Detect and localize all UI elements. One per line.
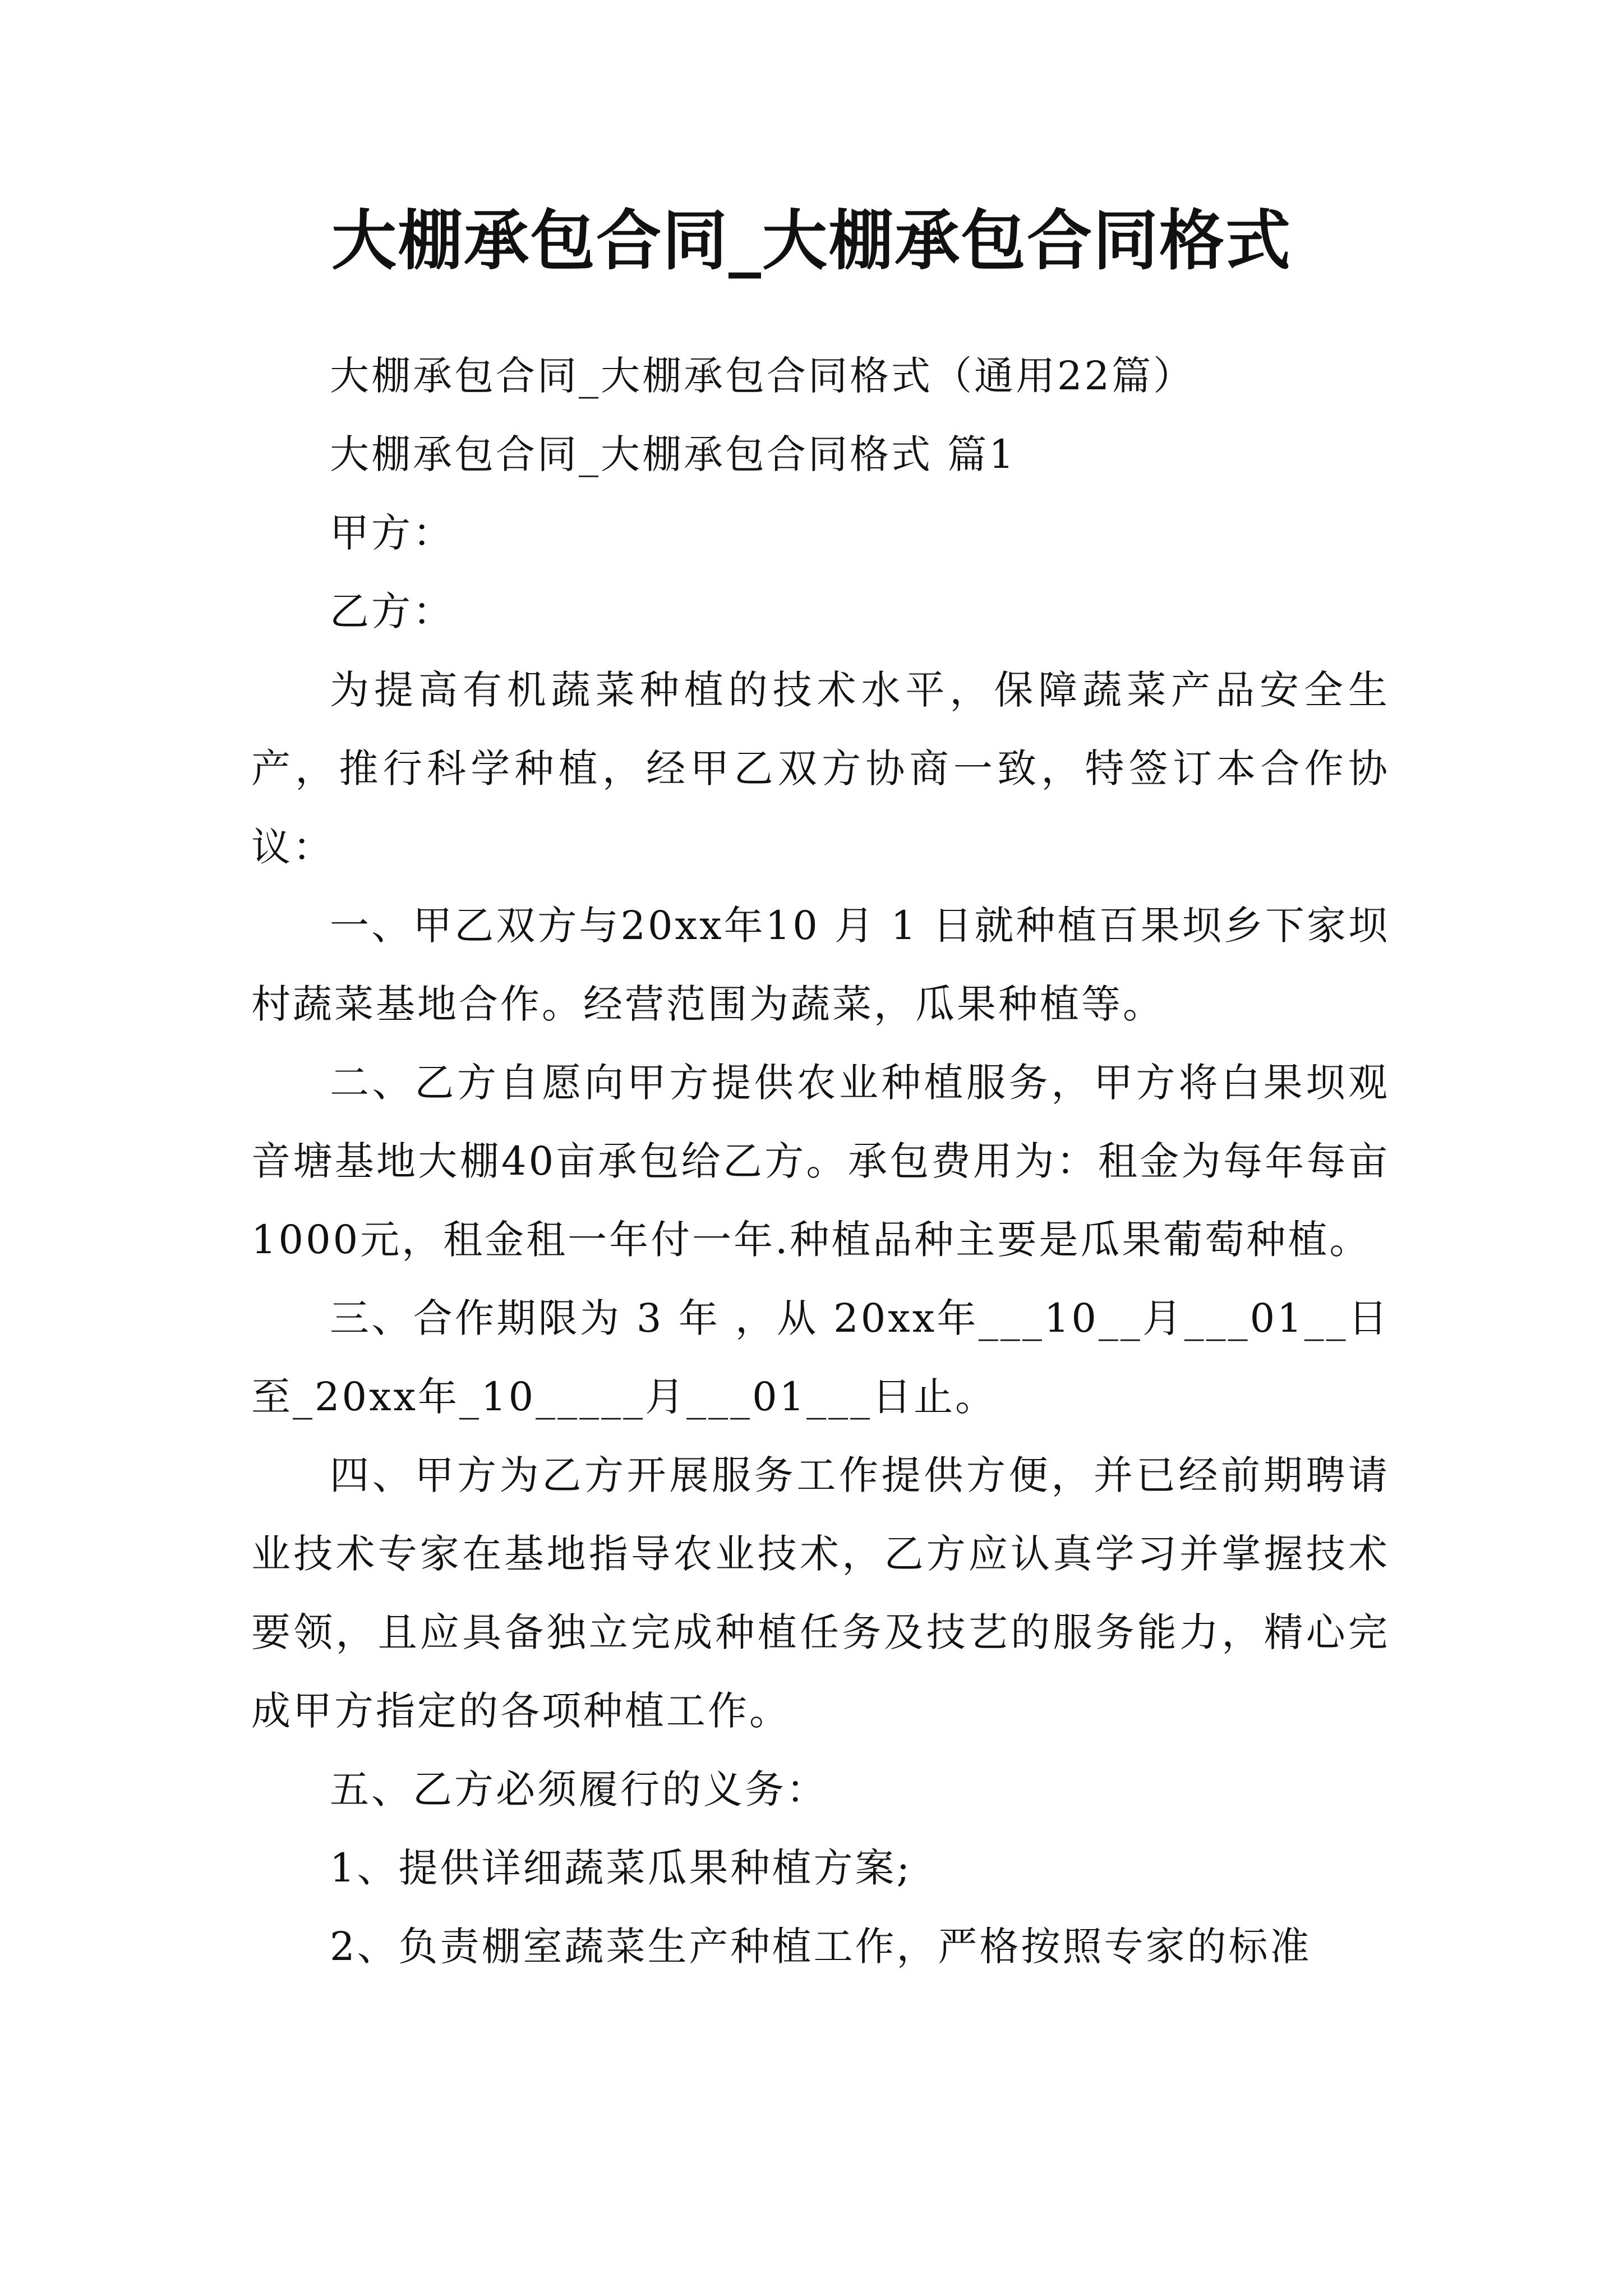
paragraph-preamble: 为提高有机蔬菜种植的技术水平，保障蔬菜产品安全生产，推行科学种植，经甲乙双方协商一致，特签订本合作协议： xyxy=(251,667,1390,870)
document-title: 大棚承包合同_大棚承包合同格式 xyxy=(331,203,1292,279)
paragraph-clause-1: 一、甲乙双方与20xx年10 月 1 日就种植百果坝乡下家坝村蔬菜基地合作。经营范围为蔬菜，瓜果种植等。 xyxy=(251,903,1390,1027)
paragraph-clause-3: 三、合作期限为 3 年 ，从 20xx年___10__月___01__日至_20xx年_10_____月___01___日止。 xyxy=(251,1295,1390,1420)
document-body xyxy=(251,337,1390,1986)
paragraph-item-1: 1、提供详细蔬菜瓜果种植方案; xyxy=(330,1845,912,1891)
paragraph-party-a: 甲方： xyxy=(330,510,454,556)
paragraph-party-b: 乙方： xyxy=(330,588,454,634)
paragraph-clause-4: 四、甲方为乙方开展服务工作提供方便，并已经前期聘请业技术专家在基地指导农业技术，乙方应认真学习并掌握技术要领，且应具备独立完成种植任务及技艺的服务能力，精心完成甲方指定的各项种植工作。 xyxy=(251,1452,1390,1734)
paragraph-subtitle: 大棚承包合同_大棚承包合同格式（通用22篇） xyxy=(330,353,1195,399)
paragraph-item-2: 2、负责棚室蔬菜生产种植工作，严格按照专家的标准 xyxy=(330,1924,1312,1970)
paragraph-article-heading: 大棚承包合同_大棚承包合同格式 篇1 xyxy=(330,431,1016,477)
paragraph-clause-2: 二、乙方自愿向甲方提供农业种植服务，甲方将白果坝观音塘基地大棚40亩承包给乙方。承包费用为：租金为每年每亩1000元，租金租一年付一年.种植品种主要是瓜果葡萄种植。 xyxy=(251,1060,1390,1263)
paragraph-clause-5: 五、乙方必须履行的义务： xyxy=(330,1766,828,1812)
